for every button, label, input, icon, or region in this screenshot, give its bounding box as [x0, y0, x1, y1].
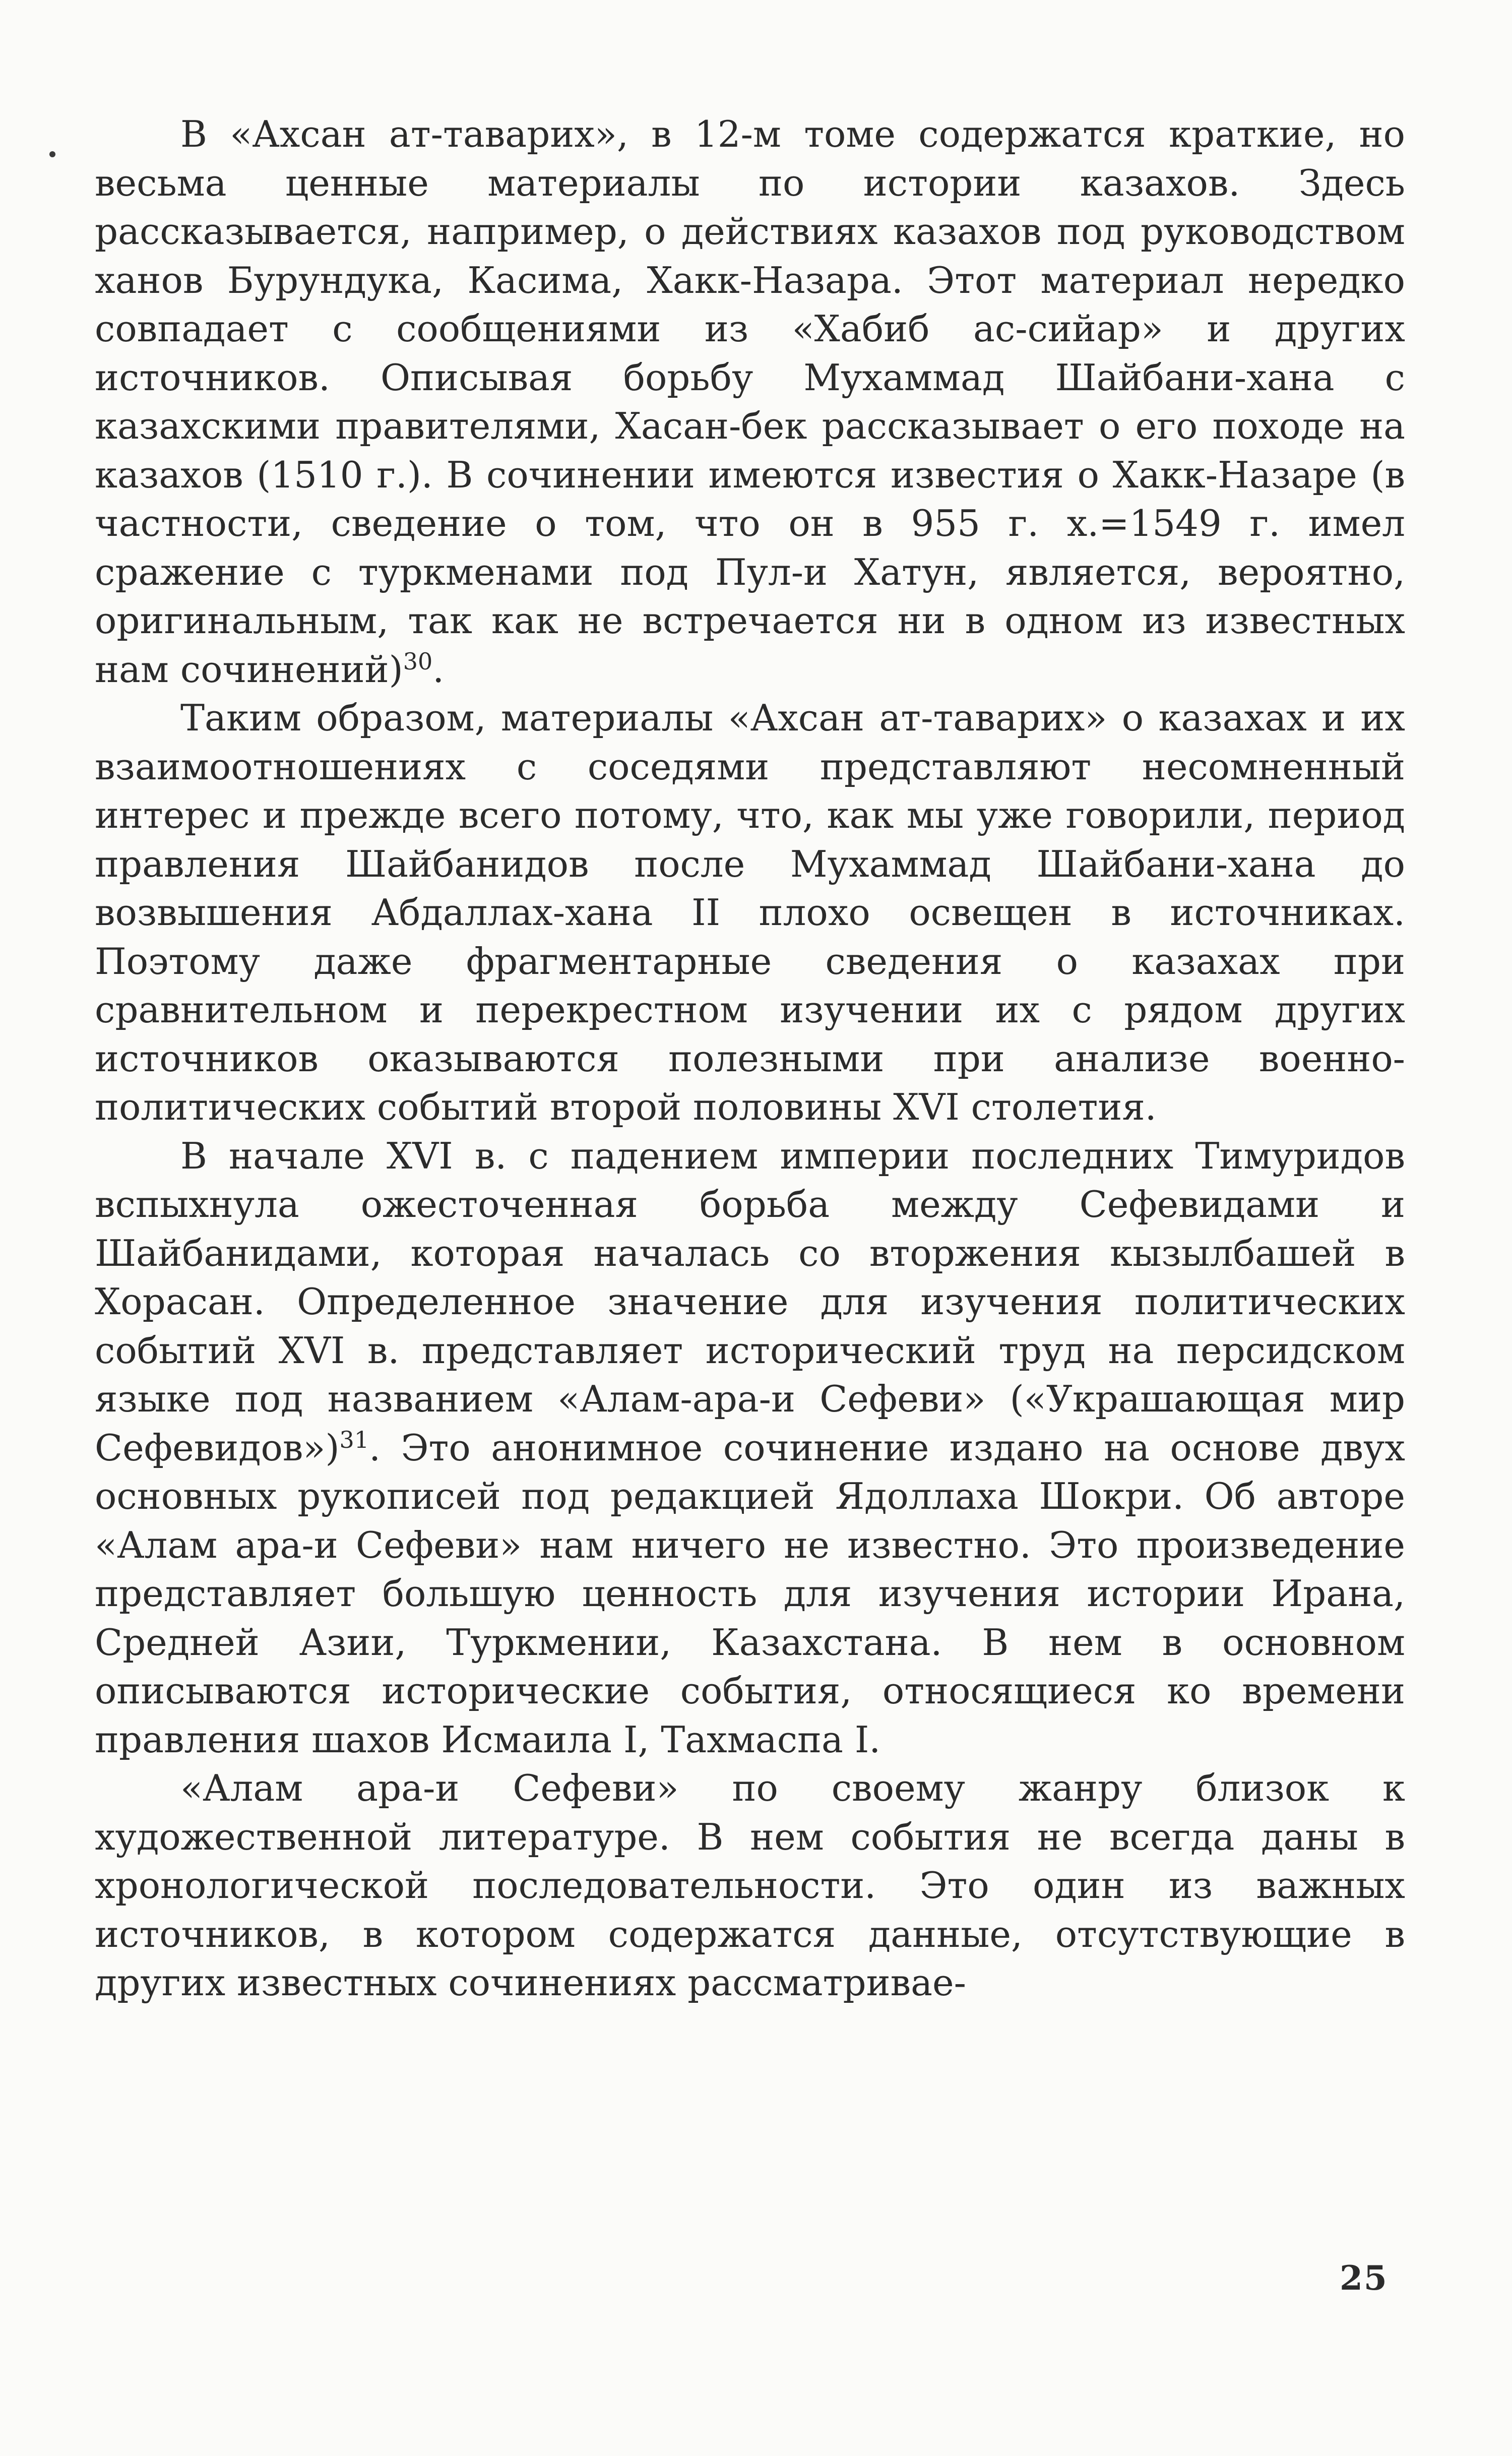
footnote-ref: 31	[339, 1426, 369, 1453]
paragraph-tail: . Это анонимное сочинение издано на основе двух основных рукописей под редакцией Ядоллаха Шокри. Об авторе «Алам ара-и Сефеви» нам ничего не известно. Это произведение представляет большую ценность для изучения истории Ирана, Средней Азии, Туркмении, Казахстана. В нем в основном описываются исторические события, относящиеся ко времени правления шахов Исмаила I, Тахмаспа I.	[95, 1426, 1405, 1761]
page-number: 25	[1340, 2258, 1388, 2298]
paragraph-text: Таким образом, материалы «Ахсан ат-таварих» о казахах и их взаимоотношениях с соседями представляют несомненный интерес и прежде всего потому, что, как мы уже говорили, период правления Шайбанидов после Мухаммад Шайбани-хана до возвышения Абдаллах-хана II плохо освещен в источниках. Поэтому даже фрагментарные сведения о казахах при сравнительном и перекрестном изучении их с рядом других источников оказываются полезными при анализе военно-политических событий второй половины XVI столетия.	[95, 697, 1405, 1128]
footnote-ref: 30	[403, 647, 433, 675]
paragraph-ahsan-at-tavarikh	[95, 110, 1405, 694]
paragraph-alam-ara-intro	[95, 1132, 1405, 1764]
paragraph-text: В начале XVI в. с падением империи последних Тимуридов вспыхнула ожесточенная борьба между Сефевидами и Шайбанидами, которая началась со вторжения кызылбашей в Хорасан. Определенное значение для изучения политических событий XVI в. представляет исторический труд на персидском языке под названием «Алам-ара-и Сефеви» («Украшающая мир Сефевидов»)	[95, 1134, 1405, 1469]
paragraph-materials-summary	[95, 694, 1405, 1132]
body-text	[95, 110, 1405, 2007]
paragraph-alam-ara-genre	[95, 1764, 1405, 2007]
paragraph-text: В «Ахсан ат-таварих», в 12-м томе содержатся краткие, но весьма ценные материалы по истории казахов. Здесь рассказывается, например, о действиях казахов под руководством ханов Бурундука, Касима, Хакк-Назара. Этот материал нередко совпадает с сообщениями из «Хабиб ас-сийар» и других источников. Описывая борьбу Мухаммад Шайбани-хана с казахскими правителями, Хасан-бек рассказывает о его походе на казахов (1510 г.). В сочинении имеются известия о Хакк-Назаре (в частности, сведение о том, что он в 955 г. х.=1549 г. имел сражение с туркменами под Пул-и Хатун, является, вероятно, оригинальным, так как не встречается ни в одном из известных нам сочинений)	[95, 113, 1405, 691]
paragraph-text: «Алам ара-и Сефеви» по своему жанру близок к художественной литературе. В нем события не всегда даны в хронологической последовательности. Это один из важных источников, в котором содержатся данные, отсутствующие в других известных сочинениях рассматривае-	[95, 1767, 1405, 2004]
paragraph-tail: .	[432, 648, 445, 691]
margin-mark	[49, 151, 55, 157]
